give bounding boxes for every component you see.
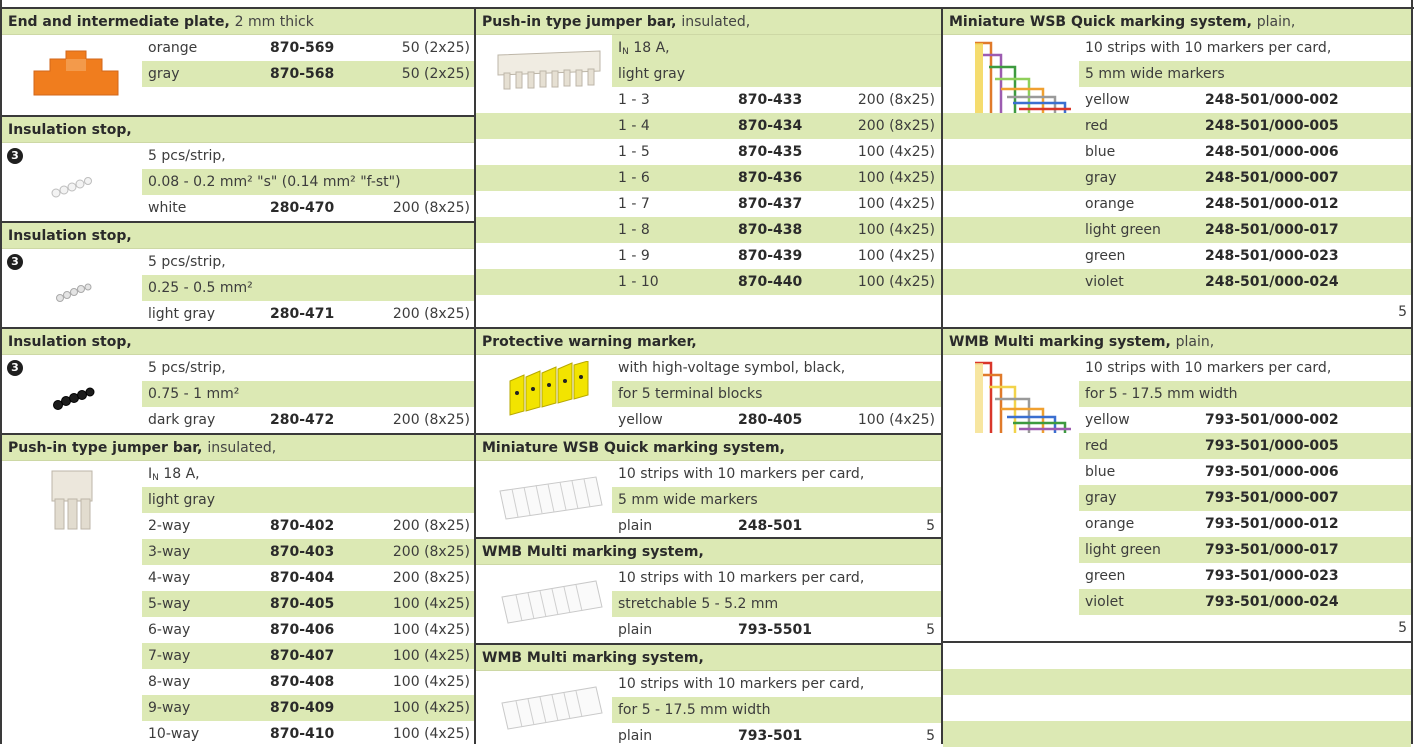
pack-unit: 5 [926,728,935,744]
table-row [943,139,1411,165]
item-number: 248-501/000-017 [1205,222,1339,238]
table-row [943,407,1411,433]
title-text: Miniature WSB Quick marking system, [949,14,1252,30]
spec-line: 10 strips with 10 markers per card, [618,466,865,482]
color-label: white [148,200,187,216]
item-number: 793-501/000-012 [1205,516,1339,532]
warning-marker-section [476,327,941,435]
item-number: 870-405 [270,596,335,612]
table-row [2,35,474,61]
table-row [1079,537,1411,563]
item-number: 248-501/000-006 [1205,144,1339,160]
top-border [0,0,1414,9]
table-row [943,217,1411,243]
pack-unit: 100 (4x25) [392,622,470,638]
color-label: gray [148,66,180,82]
variant-label: 4-way [148,570,191,586]
spec-line: 10 strips with 10 markers per card, [618,676,865,692]
empty-row [943,669,1411,695]
current-rating [148,461,200,487]
info-row [1079,381,1411,407]
color-label: orange [1085,196,1135,212]
info-row [476,565,941,591]
item-number: 793-501/000-005 [1205,438,1339,454]
insulation-stop-3-section [2,327,474,435]
item-number: 248-501/000-024 [1205,274,1339,290]
pack-unit: 200 (8x25) [392,544,470,560]
pack-unit: 200 (8x25) [392,518,470,534]
current-rating [618,35,670,61]
item-number: 870-408 [270,674,335,690]
item-number: 870-404 [270,570,335,586]
pack-unit: 5 [1398,304,1407,320]
table-row [476,723,941,749]
table-row [943,269,1411,295]
table-row [943,113,1411,139]
insulation-stop-1-section [2,115,474,223]
item-number: 793-501/000-023 [1205,568,1339,584]
item-number: 870-407 [270,648,335,664]
spec-line: 5 pcs/strip, [148,254,226,270]
table-row [2,669,474,695]
info-row [2,249,474,275]
item-number: 870-433 [738,92,803,108]
pack-unit: 5 [1398,620,1407,636]
spec-line: stretchable 5 - 5.2 mm [618,596,779,612]
color-label: red [1085,118,1108,134]
variant-label: 3-way [148,544,191,560]
title-text: Push-in type jumper bar, [482,14,677,30]
table-row [1079,433,1411,459]
table-row [1079,589,1411,615]
color-label: yellow [1085,412,1130,428]
spec-line: 5 pcs/strip, [148,360,226,376]
title-text: Push-in type jumper bar, [8,440,203,456]
color-label: light gray [148,492,215,508]
pack-unit: 100 (4x25) [392,700,470,716]
item-number: 870-569 [270,40,335,56]
item-number: 280-472 [270,412,335,428]
note-badge: 3 [7,360,23,376]
pack-unit: 100 (4x25) [857,248,935,264]
info-row [1079,61,1411,87]
pack-unit: 100 (4x25) [857,170,935,186]
wsb-marking-section [476,433,941,539]
section-title [476,539,941,565]
spec-line: 0.08 - 0.2 mm² "s" (0.14 mm² "f-st") [148,174,401,190]
info-row [612,591,941,617]
info-row [476,461,941,487]
color-label: dark gray [148,412,216,428]
item-number: 870-406 [270,622,335,638]
variant-label: 7-way [148,648,191,664]
item-number: 280-471 [270,306,335,322]
color-label: green [1085,248,1126,264]
item-number: 280-405 [738,412,803,428]
info-row [142,381,474,407]
pack-unit: 200 (8x25) [392,570,470,586]
table-row [1079,485,1411,511]
title-suffix: insulated, [207,440,277,456]
column-3 [943,9,1411,744]
table-row [476,87,941,113]
spec-line: 5 mm wide markers [618,492,758,508]
title-suffix: plain, [1175,334,1215,350]
table-row [142,643,474,669]
title-text: Insulation stop, [8,334,132,350]
color-label: blue [1085,464,1116,480]
title-suffix: 2 mm thick [234,14,314,30]
spec-line: 10 strips with 10 markers per card, [618,570,865,586]
pack-unit: 50 (2x25) [401,40,470,56]
item-number: 793-5501 [738,622,812,638]
section-title [943,9,1411,35]
right-border [1411,0,1413,744]
info-row [612,487,941,513]
column-1 [2,9,474,744]
title-suffix: insulated, [681,14,751,30]
item-number: 870-436 [738,170,803,186]
color-label: yellow [618,412,663,428]
item-number: 248-501 [738,518,803,534]
info-row [2,143,474,169]
wmb-section [476,643,941,746]
item-number: 248-501/000-005 [1205,118,1339,134]
variant-label: 10-way [148,726,200,742]
item-number: 870-437 [738,196,803,212]
range-label: 1 - 5 [618,144,650,160]
table-row [476,113,941,139]
pack-unit: 100 (4x25) [857,412,935,428]
current-symbol: I [618,40,623,56]
table-row [2,195,474,221]
spec-line: with high-voltage symbol, black, [618,360,846,376]
item-number: 248-501/000-012 [1205,196,1339,212]
color-label: light gray [618,66,685,82]
item-number: 793-501/000-006 [1205,464,1339,480]
table-row [2,721,474,747]
pack-unit: 200 (8x25) [857,92,935,108]
current-subscript: N [152,473,159,483]
column-2 [476,9,941,744]
info-row [476,671,941,697]
info-row [476,355,941,381]
color-label: orange [1085,516,1135,532]
table-row [2,565,474,591]
title-text: End and intermediate plate, [8,14,230,30]
item-number: 280-470 [270,200,335,216]
color-label: light green [1085,542,1161,558]
table-row [943,243,1411,269]
note-badge: 3 [7,254,23,270]
title-text: WMB Multi marking system, [482,544,704,560]
item-number: 248-501/000-007 [1205,170,1339,186]
pack-unit: 200 (8x25) [857,118,935,134]
info-row [612,697,941,723]
range-label: 1 - 4 [618,118,650,134]
current-value: 18 A, [163,466,200,482]
current-symbol: I [148,466,153,482]
item-number: 793-501 [738,728,803,744]
section-title [476,329,941,355]
item-number: 870-409 [270,700,335,716]
empty-row [943,721,1411,747]
item-number: 870-410 [270,726,335,742]
spec-line: 0.25 - 0.5 mm² [148,280,253,296]
color-label: violet [1085,594,1124,610]
table-row [2,513,474,539]
wmb-stretchable-section [476,537,941,645]
info-row [2,355,474,381]
item-number: 870-439 [738,248,803,264]
jumper-bar-range-section [476,9,941,327]
table-row [142,61,474,87]
table-row [2,617,474,643]
section-title [476,435,941,461]
empty-section [943,641,1411,746]
color-label: red [1085,438,1108,454]
color-label: violet [1085,274,1124,290]
variant-label: 6-way [148,622,191,638]
pack-unit: 100 (4x25) [857,196,935,212]
table-row [476,139,941,165]
pack-unit: 100 (4x25) [857,274,935,290]
table-row [476,191,941,217]
range-label: 1 - 6 [618,170,650,186]
variant-label: 2-way [148,518,191,534]
insulation-stop-2-section [2,221,474,329]
item-number: 870-435 [738,144,803,160]
item-number: 870-568 [270,66,335,82]
info-row [612,381,941,407]
item-number: 793-501/000-002 [1205,412,1339,428]
info-row [2,461,474,487]
section-title [943,329,1411,355]
wmb-colored-section [943,327,1411,643]
pack-unit: 5 [926,518,935,534]
info-row [612,35,941,61]
spec-line: 5 pcs/strip, [148,148,226,164]
color-label: light green [1085,222,1161,238]
section-title [476,9,941,35]
pack-unit: 200 (8x25) [392,412,470,428]
title-text: WMB Multi marking system, [482,650,704,666]
info-row [943,355,1411,381]
color-label: blue [1085,144,1116,160]
table-row [476,165,941,191]
variant-label: 8-way [148,674,191,690]
table-row [142,539,474,565]
table-row [2,407,474,433]
table-row [142,695,474,721]
current-value: 18 A, [633,40,670,56]
spec-line: for 5 - 17.5 mm width [618,702,771,718]
range-label: 1 - 3 [618,92,650,108]
spec-line: 5 mm wide markers [1085,66,1225,82]
info-row [142,169,474,195]
pack-unit: 200 (8x25) [392,200,470,216]
item-number: 870-402 [270,518,335,534]
variant-label: plain [618,622,653,638]
table-row [943,511,1411,537]
table-row [943,191,1411,217]
table-row [943,165,1411,191]
info-row [142,275,474,301]
table-row [476,407,941,433]
pack-row [943,615,1411,641]
title-text: Miniature WSB Quick marking system, [482,440,785,456]
pack-unit: 200 (8x25) [392,306,470,322]
section-title [476,645,941,671]
title-text: Insulation stop, [8,228,132,244]
range-label: 1 - 7 [618,196,650,212]
info-row [612,61,941,87]
section-title [2,223,474,249]
pack-unit: 100 (4x25) [857,144,935,160]
range-label: 1 - 9 [618,248,650,264]
pack-unit: 100 (4x25) [392,596,470,612]
pack-row [943,299,1411,325]
pack-unit: 5 [926,622,935,638]
current-subscript: N [622,47,629,57]
item-number: 248-501/000-002 [1205,92,1339,108]
item-number: 793-501/000-024 [1205,594,1339,610]
item-number: 870-440 [738,274,803,290]
color-label: light gray [148,306,215,322]
pack-unit: 100 (4x25) [392,674,470,690]
info-row [142,487,474,513]
title-suffix: plain, [1256,14,1296,30]
pack-unit: 100 (4x25) [857,222,935,238]
table-row [476,513,941,539]
item-number: 870-434 [738,118,803,134]
table-row [943,459,1411,485]
end-plate-section [2,9,474,115]
color-label: gray [1085,170,1117,186]
range-label: 1 - 8 [618,222,650,238]
title-text: Insulation stop, [8,122,132,138]
info-row [943,35,1411,61]
pack-unit: 50 (2x25) [401,66,470,82]
color-label: yellow [1085,92,1130,108]
table-row [2,301,474,327]
table-row [476,243,941,269]
section-title [2,435,474,461]
spec-line: 10 strips with 10 markers per card, [1085,40,1332,56]
table-row [943,87,1411,113]
item-number: 793-501/000-007 [1205,490,1339,506]
color-label: green [1085,568,1126,584]
title-text: Protective warning marker, [482,334,697,350]
title-text: WMB Multi marking system, [949,334,1171,350]
item-number: 870-403 [270,544,335,560]
variant-label: 5-way [148,596,191,612]
color-label: orange [148,40,198,56]
section-title [2,117,474,143]
variant-label: 9-way [148,700,191,716]
spec-line: for 5 - 17.5 mm width [1085,386,1238,402]
range-label: 1 - 10 [618,274,659,290]
spec-line: 10 strips with 10 markers per card, [1085,360,1332,376]
item-number: 793-501/000-017 [1205,542,1339,558]
item-number: 870-438 [738,222,803,238]
wsb-colored-section [943,9,1411,327]
color-label: gray [1085,490,1117,506]
table-row [943,563,1411,589]
pack-unit: 100 (4x25) [392,648,470,664]
item-number: 248-501/000-023 [1205,248,1339,264]
variant-label: plain [618,728,653,744]
pack-unit: 100 (4x25) [392,726,470,742]
variant-label: plain [618,518,653,534]
table-row [476,617,941,643]
table-row [142,591,474,617]
section-title [2,329,474,355]
table-row [476,269,941,295]
table-row [476,217,941,243]
section-title [2,9,474,35]
jumper-bar-section [2,433,474,746]
spec-line: for 5 terminal blocks [618,386,763,402]
note-badge: 3 [7,148,23,164]
spec-line: 0.75 - 1 mm² [148,386,240,402]
